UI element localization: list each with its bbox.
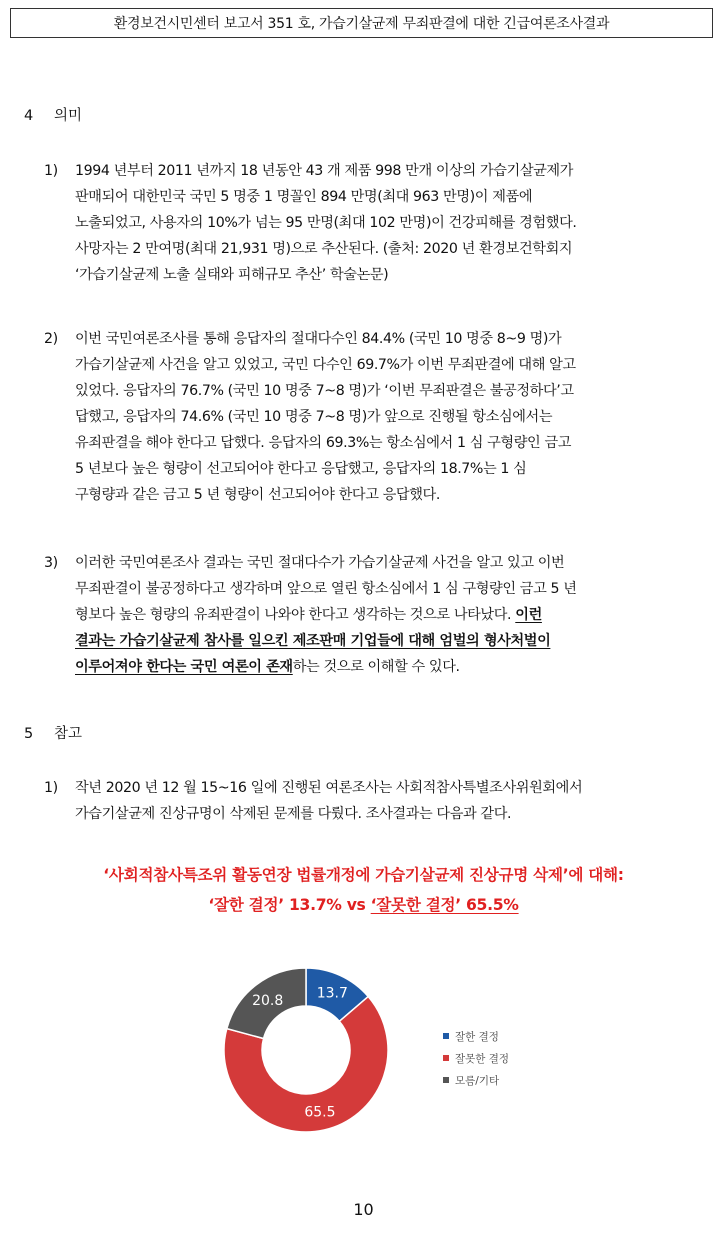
- donut-data-label: 65.5: [304, 1104, 336, 1121]
- callout-good-decision: ‘잘한 결정’ 13.7% vs: [208, 896, 371, 914]
- section-4-item-2: [44, 326, 714, 508]
- callout-line-1: ‘사회적참사특조위 활동연장 법률개정에 가습기살균제 진상규명 삭제’에 대해:: [103, 866, 624, 884]
- text-line: 이번 국민여론조사를 통해 응답자의 절대다수인 84.4% (국민 10 명중 8~9 명)가: [75, 331, 562, 347]
- section-number: 4: [24, 108, 34, 124]
- text-line: 5 년보다 높은 형량이 선고되어야 한다고 응답했고, 응답자의 18.7%는 1 심: [75, 461, 527, 477]
- text-line: 사망자는 2 만여명(최대 21,931 명)으로 추산된다. (출처: 2020 년 환경보건학회지: [75, 241, 573, 257]
- item-marker: 2): [44, 331, 58, 347]
- text-line: 가습기살균제 사건을 알고 있었고, 국민 다수인 69.7%가 이번 무죄판결에 대해 알고: [75, 357, 576, 373]
- report-header-title: 환경보건시민센터 보고서 351 호, 가습기살균제 무죄판결에 대한 긴급여론조사결과: [113, 16, 610, 32]
- survey-callout: [0, 860, 727, 920]
- section-title: 의미: [54, 108, 83, 124]
- item-text: [75, 326, 714, 508]
- page-number: 10: [353, 1200, 374, 1219]
- text-line: 노출되었고, 사용자의 10%가 넘는 95 만명(최대 102 만명)이 건강피해를 경험했다.: [75, 215, 577, 231]
- text-line: 가습기살균제 진상규명이 삭제된 문제를 다뤘다. 조사결과는 다음과 같다.: [75, 806, 512, 822]
- highlighted-line: 결과는 가습기살균제 참사를 일으킨 제조판매 기업들에 대해 엄벌의 형사처벌이: [75, 633, 551, 649]
- callout-line-2: [0, 890, 727, 920]
- text-line: 1994 년부터 2011 년까지 18 년동안 43 개 제품 998 만개 이상의 가습기살균제가: [75, 163, 574, 179]
- legend-label: 잘못한 결정: [455, 1052, 510, 1065]
- item-text: [75, 550, 714, 680]
- text-line: 작년 2020 년 12 월 15~16 일에 진행된 여론조사는 사회적참사특별조사위원회에서: [75, 780, 583, 796]
- legend-item: [443, 1025, 509, 1047]
- text-segment: 하는 것으로 이해할 수 있다.: [292, 659, 460, 675]
- section-number: 5: [24, 726, 34, 742]
- donut-data-label: 13.7: [316, 985, 348, 1002]
- section-4-item-3: [44, 550, 714, 680]
- text-line: [75, 602, 714, 628]
- report-header: [10, 8, 713, 38]
- chart-legend: [443, 1025, 509, 1091]
- text-segment: 형보다 높은 형량의 유죄판결이 나와야 한다고 생각하는 것으로 나타났다.: [75, 607, 512, 623]
- text-line: ‘가습기살균제 노출 실태와 피해규모 추산’ 학술논문): [75, 267, 389, 283]
- section-4-item-1: [44, 158, 714, 288]
- highlighted-text: 이루어져야 한다는 국민 여론이 존재: [75, 659, 293, 675]
- text-line: 구형량과 같은 금고 5 년 형량이 선고되어야 한다고 응답했다.: [75, 487, 440, 503]
- item-marker: 1): [44, 780, 58, 796]
- text-line: 답했고, 응답자의 74.6% (국민 10 명중 7~8 명)가 앞으로 진행될 항소심에서는: [75, 409, 553, 425]
- legend-item: [443, 1069, 509, 1091]
- text-line: 유죄판결을 해야 한다고 답했다. 응답자의 69.3%는 항소심에서 1 심 구형량인 금고: [75, 435, 572, 451]
- text-line: 무죄판결이 불공정하다고 생각하며 앞으로 열린 항소심에서 1 심 구형량인 금고 5 년: [75, 581, 577, 597]
- legend-label: 모름/기타: [455, 1074, 500, 1087]
- section-5-item-1: [44, 775, 714, 827]
- text-line: [75, 654, 714, 680]
- item-text: [75, 775, 714, 827]
- donut-data-label: 20.8: [252, 992, 284, 1009]
- item-text: [75, 158, 714, 288]
- section-title: 참고: [54, 726, 83, 742]
- text-line: 판매되어 대한민국 국민 5 명중 1 명꼴인 894 만명(최대 963 만명)이 제품에: [75, 189, 533, 205]
- section-5-heading: [24, 722, 82, 743]
- text-line: 있었다. 응답자의 76.7% (국민 10 명중 7~8 명)가 ‘이번 무죄판결은 불공정하다’고: [75, 383, 574, 399]
- legend-item: [443, 1047, 509, 1069]
- legend-swatch: [443, 1077, 449, 1083]
- section-4-heading: [24, 104, 82, 125]
- highlighted-text: 이런: [515, 607, 542, 623]
- item-marker: 1): [44, 163, 58, 179]
- legend-label: 잘한 결정: [455, 1030, 499, 1043]
- item-marker: 3): [44, 555, 58, 571]
- legend-swatch: [443, 1055, 449, 1061]
- callout-bad-decision: ‘잘못한 결정’ 65.5%: [370, 896, 519, 914]
- text-line: 이러한 국민여론조사 결과는 국민 절대다수가 가습기살균제 사건을 알고 있고 이번: [75, 555, 565, 571]
- legend-swatch: [443, 1033, 449, 1039]
